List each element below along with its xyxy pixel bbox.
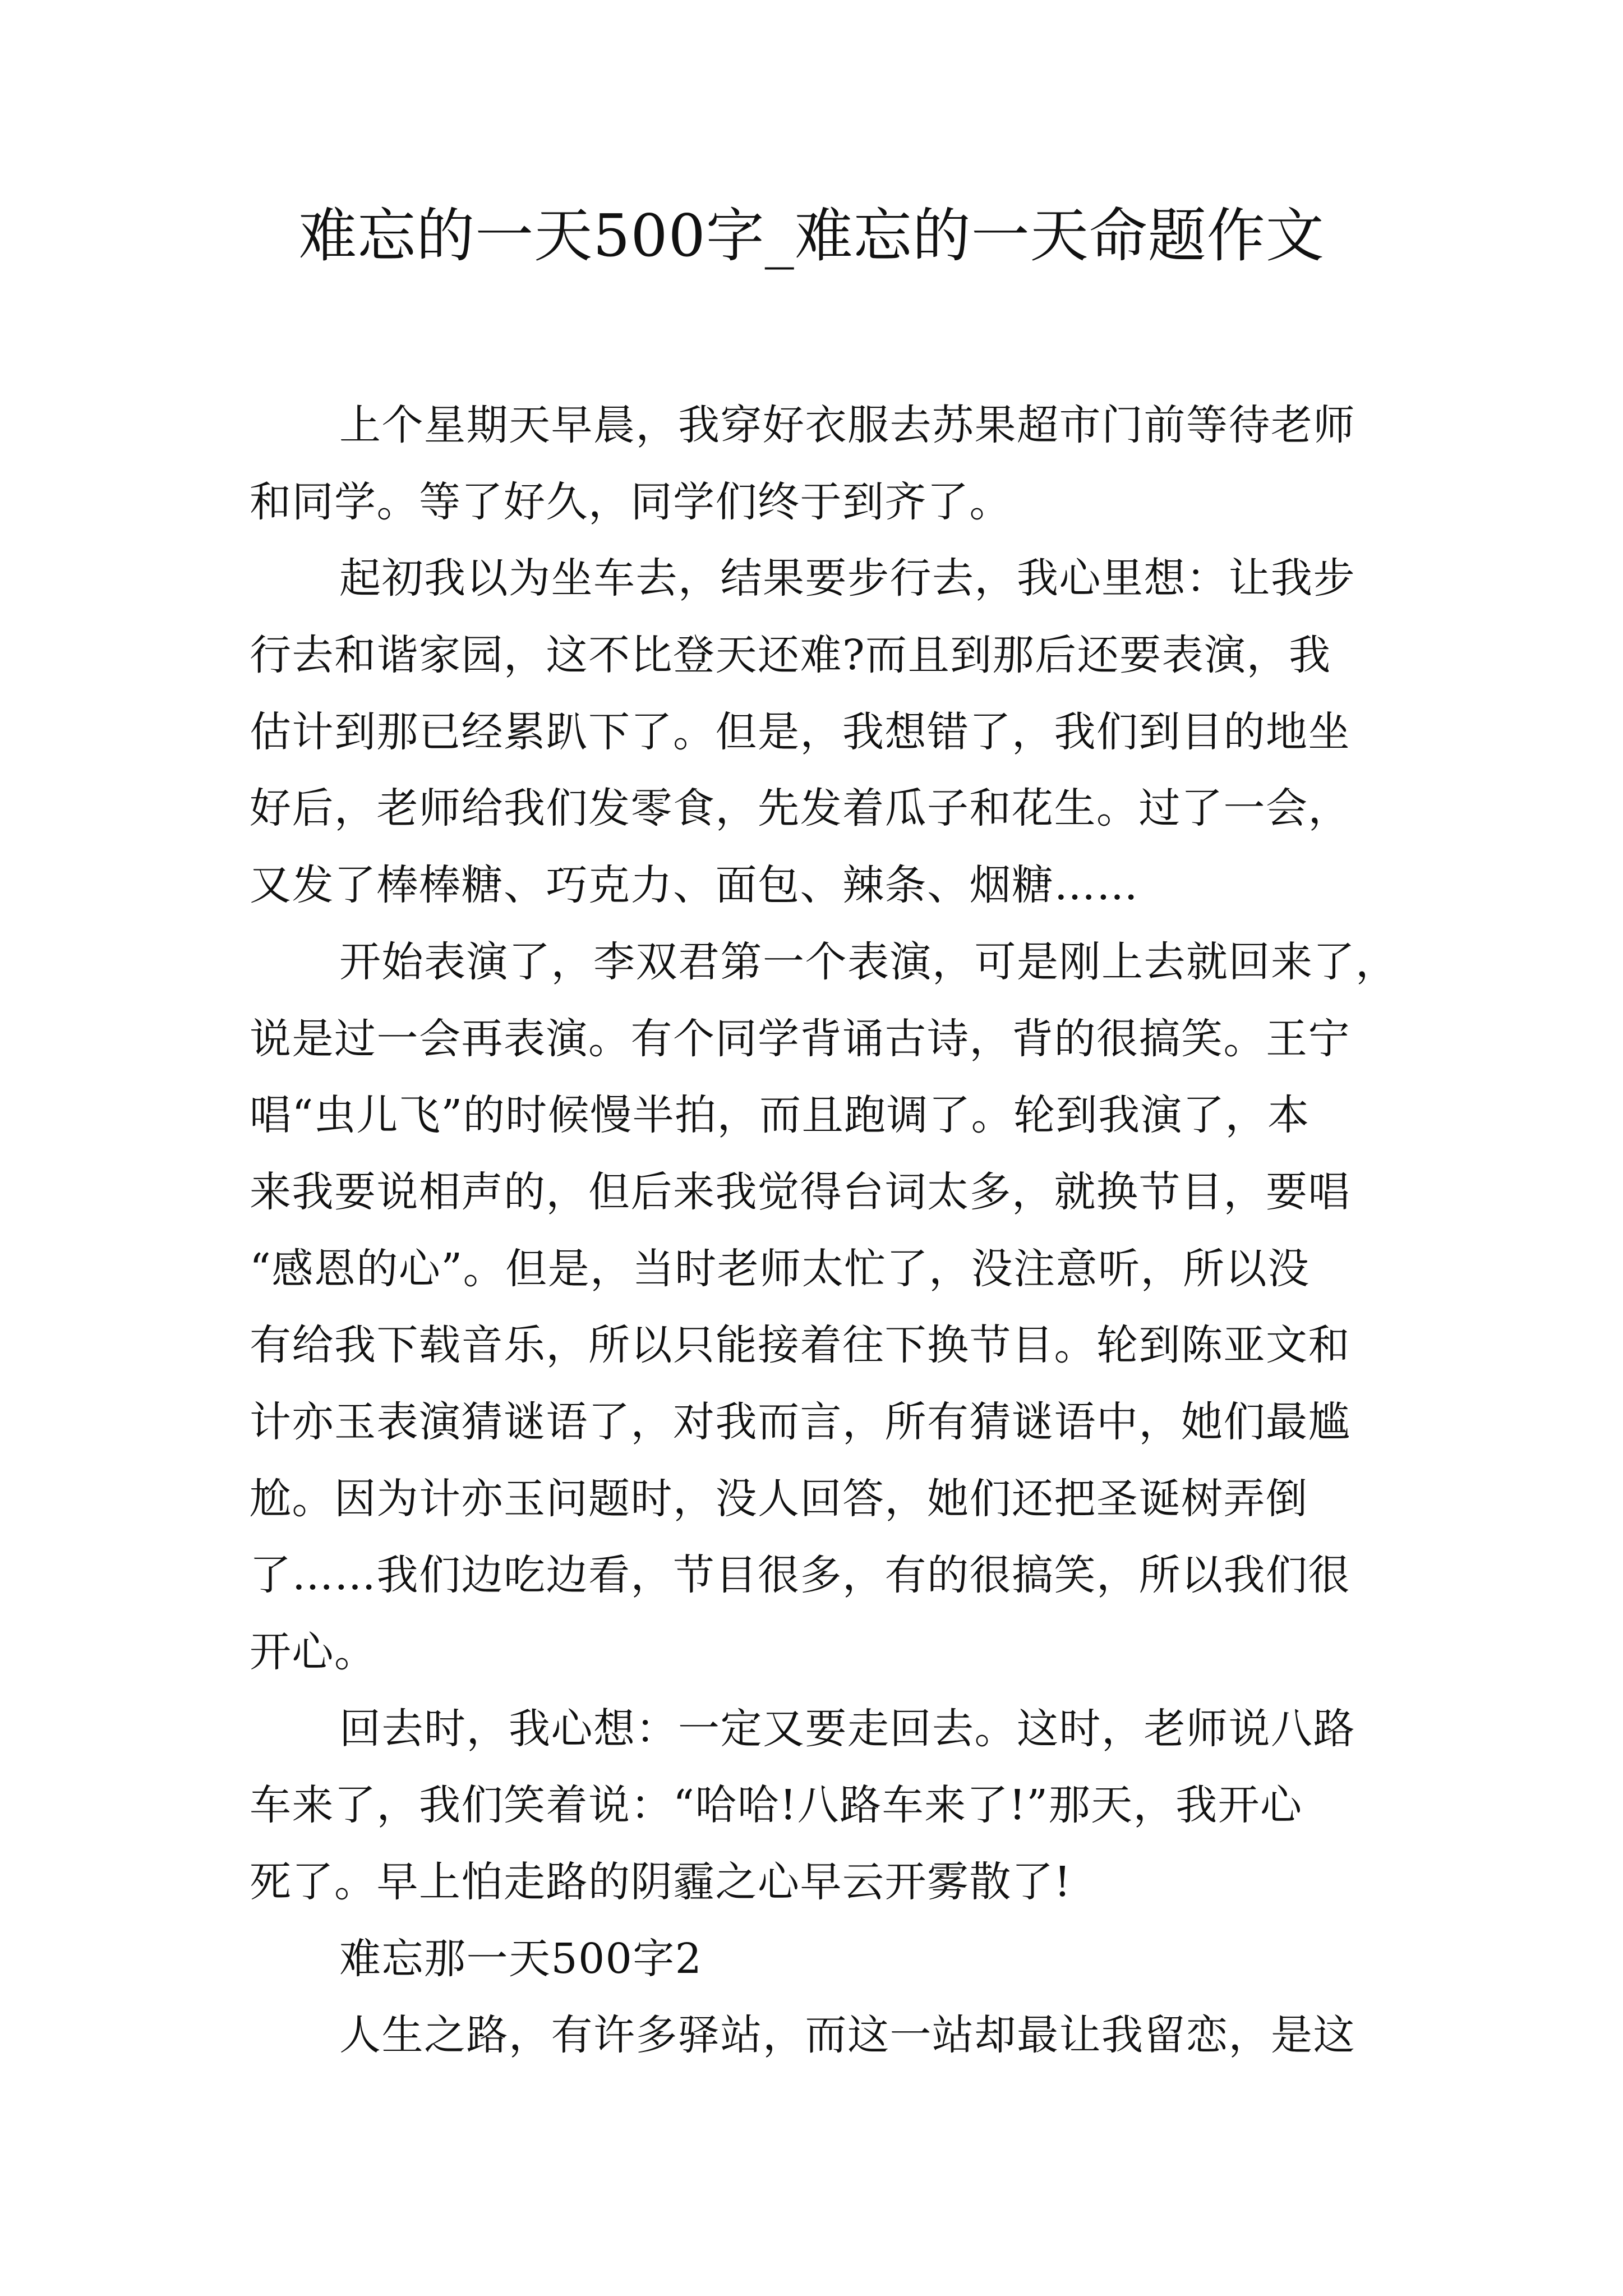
text-line: 车来了，我们笑着说：“哈哈!八路车来了!”那天，我开心 <box>250 1781 1303 1830</box>
text-line: 了……我们边吃边看，节目很多，有的很搞笑，所以我们很 <box>250 1551 1350 1600</box>
text-line: 唱“虫儿飞”的时候慢半拍，而且跑调了。轮到我演了，本 <box>250 1091 1310 1140</box>
text-line: 尬。因为计亦玉问题时，没人回答，她们还把圣诞树弄倒 <box>250 1474 1308 1523</box>
text-line: 开始表演了，李双君第一个表演，可是刚上去就回来了， <box>339 937 1398 986</box>
document-body <box>250 387 1398 2074</box>
text-line: 计亦玉表演猜谜语了，对我而言，所有猜谜语中，她们最尴 <box>250 1397 1350 1446</box>
text-line: 有给我下载音乐，所以只能接着往下换节目。轮到陈亚文和 <box>250 1321 1350 1370</box>
text-line: 和同学。等了好久，同学们终于到齐了。 <box>250 477 1012 526</box>
text-line: 说是过一会再表演。有个同学背诵古诗，背的很搞笑。王宁 <box>250 1014 1350 1063</box>
text-line: 行去和谐家园，这不比登天还难?而且到那后还要表演，我 <box>250 631 1331 680</box>
text-line: 上个星期天早晨，我穿好衣服去苏果超市门前等待老师 <box>339 401 1355 449</box>
text-line: “感恩的心”。但是，当时老师太忙了，没注意听，所以没 <box>250 1244 1310 1293</box>
text-line: 估计到那已经累趴下了。但是，我想错了，我们到目的地坐 <box>250 707 1350 756</box>
text-line: 难忘那一天500字2 <box>339 1934 703 1983</box>
text-line: 来我要说相声的，但后来我觉得台词太多，就换节目，要唱 <box>250 1167 1350 1216</box>
text-line: 死了。早上怕走路的阴霾之心早云开雾散了! <box>250 1858 1072 1907</box>
text-line: 开心。 <box>250 1628 377 1676</box>
text-line: 人生之路，有许多驿站，而这一站却最让我留恋，是这 <box>339 2011 1355 2060</box>
document-title: 难忘的一天500字_难忘的一天命题作文 <box>298 201 1325 270</box>
text-line: 好后，老师给我们发零食，先发着瓜子和花生。过了一会， <box>250 784 1350 833</box>
text-line: 回去时，我心想：一定又要走回去。这时，老师说八路 <box>339 1704 1355 1753</box>
text-line: 又发了棒棒糖、巧克力、面包、辣条、烟糖…… <box>250 861 1139 910</box>
text-line: 起初我以为坐车去，结果要步行去，我心里想：让我步 <box>339 554 1355 603</box>
